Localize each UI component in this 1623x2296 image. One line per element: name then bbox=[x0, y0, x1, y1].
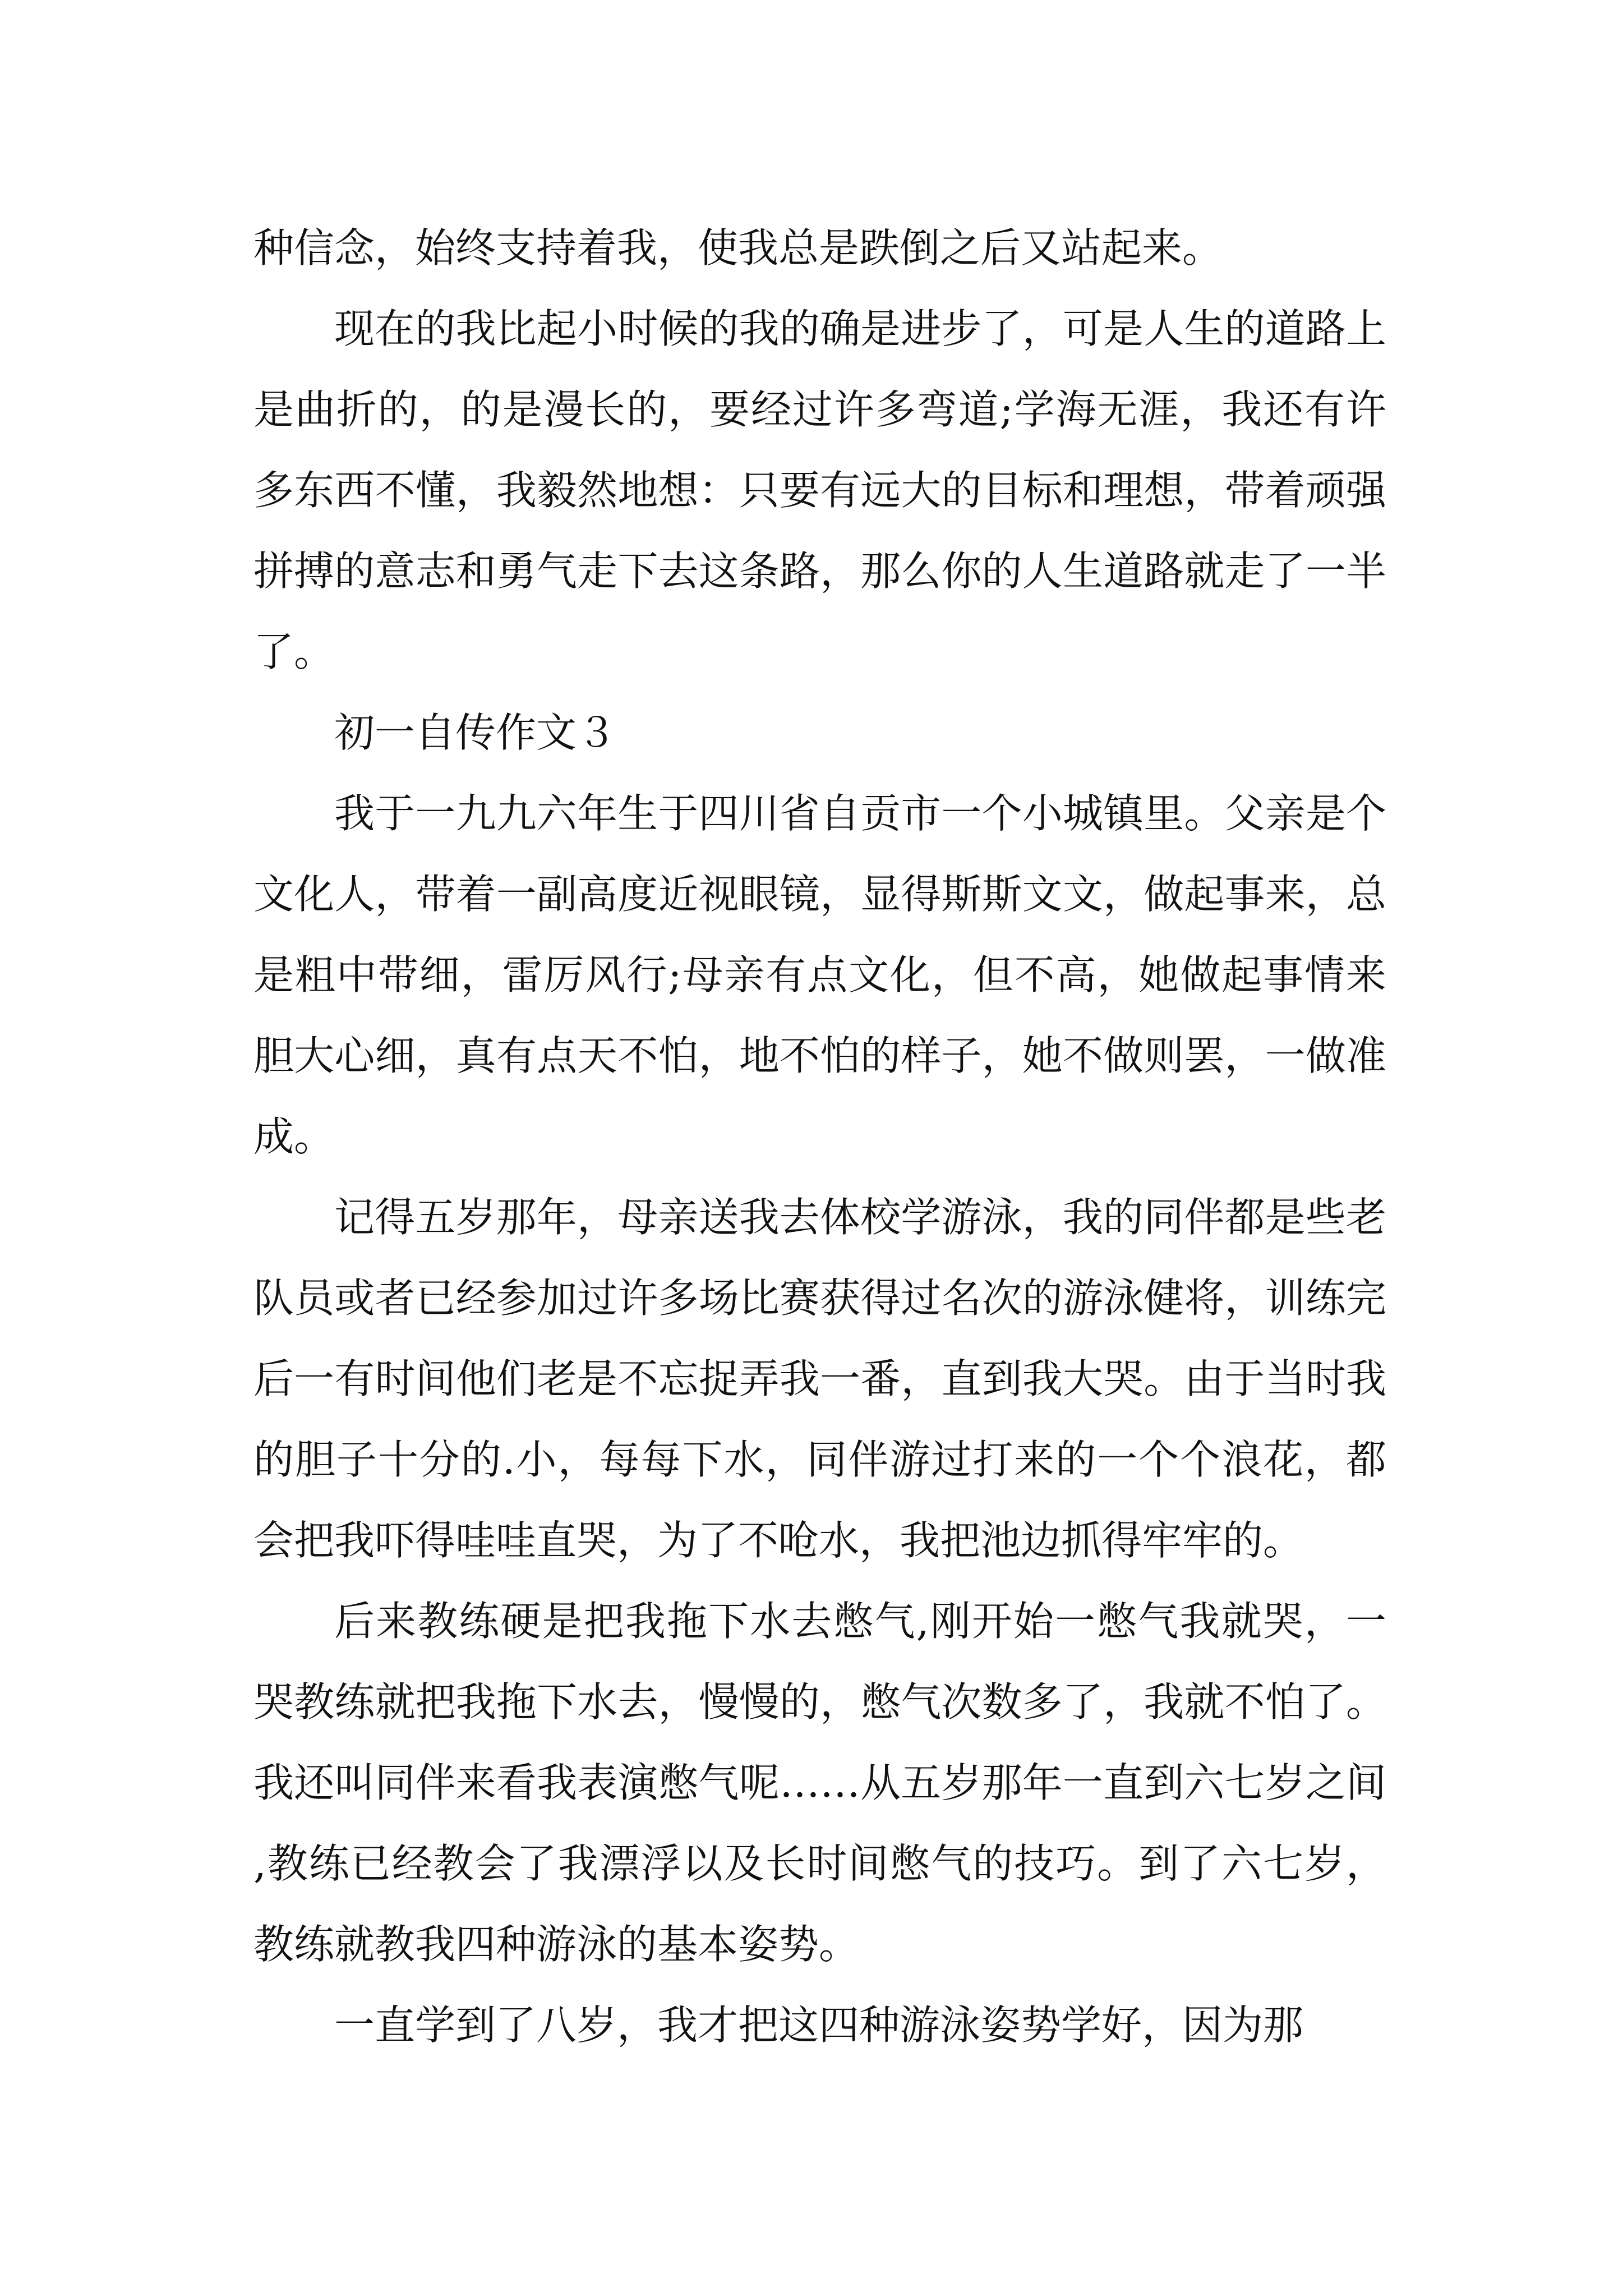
paragraph: 现在的我比起小时候的我的确是进步了，可是人生的道路上是曲折的，的是漫长的，要经过许多弯道;学海无涯，我还有许多东西不懂，我毅然地想：只要有远大的目标和理想，带着顽强拼搏的意志和勇气走下去这条路，那么你的人生道路就走了一半了。 bbox=[253, 305, 1386, 675]
paragraph: 我于一九九六年生于四川省自贡市一个小城镇里。父亲是个文化人，带着一副高度近视眼镜，显得斯斯文文，做起事来，总是粗中带细，雷厉风行;母亲有点文化，但不高，她做起事情来胆大心细，真有点天不怕，地不怕的样子，她不做则罢，一做准成。 bbox=[253, 790, 1386, 1160]
paragraph: 种信念，始终支持着我，使我总是跌倒之后又站起来。 bbox=[253, 224, 1223, 272]
paragraph: 一直学到了八岁，我才把这四种游泳姿势学好，因为那 bbox=[334, 2001, 1304, 2049]
section-heading: 初一自传作文３ bbox=[334, 709, 617, 756]
document-body bbox=[253, 208, 1386, 2065]
paragraph: 记得五岁那年，母亲送我去体校学游泳，我的同伴都是些老队员或者已经参加过许多场比赛获得过名次的游泳健将，训练完后一有时间他们老是不忘捉弄我一番，直到我大哭。由于当时我的胆子十分的.小，每每下水，同伴游过打来的一个个浪花，都会把我吓得哇哇直哭，为了不呛水，我把池边抓得牢牢的。 bbox=[253, 1194, 1386, 1564]
paragraph: 后来教练硬是把我拖下水去憋气,刚开始一憋气我就哭，一哭教练就把我拖下水去，慢慢的，憋气次数多了，我就不怕了。我还叫同伴来看我表演憋气呢……从五岁那年一直到六七岁之间,教练已经教会了我漂浮以及长时间憋气的技巧。到了六七岁，教练就教我四种游泳的基本姿势。 bbox=[253, 1598, 1386, 1968]
